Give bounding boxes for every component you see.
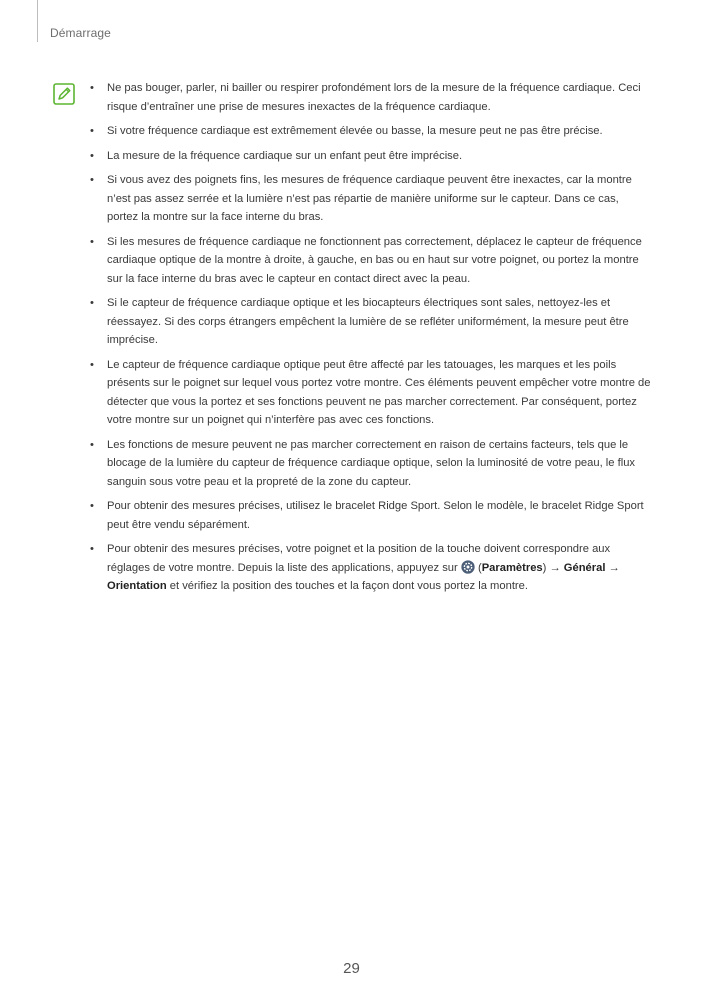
section-title: Démarrage bbox=[50, 26, 111, 40]
list-item: • Les fonctions de mesure peuvent ne pas marcher correctement en raison de certains facteurs, tels que le blocage de la lumière du capteur de fréquence cardiaque optique, selon la luminosité de votre peau, le flux sanguin sous votre peau et la propreté de la zone du capteur. bbox=[87, 436, 652, 492]
note-pen-icon bbox=[53, 83, 75, 105]
list-item: • Le capteur de fréquence cardiaque optique peut être affecté par les tatouages, les marques et les poils présents sur le poignet sur lequel vous portez votre montre. Ces éléments peuvent empêcher votre montre de détecter que vous la portez et ses fonctions peuvent ne pas marcher correctement. Par conséquent, portez votre montre sur un poignet qui n’interfère pas avec ces fonctions. bbox=[87, 356, 652, 430]
list-item: • Pour obtenir des mesures précises, utilisez le bracelet Ridge Sport. Selon le modèle, le bracelet Ridge Sport peut être vendu séparément. bbox=[87, 497, 652, 534]
note-list bbox=[87, 79, 652, 602]
list-item: • Ne pas bouger, parler, ni bailler ou respirer profondément lors de la mesure de la fréquence cardiaque. Ceci risque d’entraîner une prise de mesures inexactes de la fréquence cardiaque. bbox=[87, 79, 652, 116]
list-item: • Si vous avez des poignets fins, les mesures de fréquence cardiaque peuvent être inexactes, car la montre n’est pas assez serrée et la lumière n’est pas répartie de manière uniforme sur le capteur. Dans ce cas, portez la montre sur la face interne du bras. bbox=[87, 171, 652, 227]
header-divider bbox=[37, 0, 38, 42]
page-number: 29 bbox=[343, 960, 360, 977]
settings-label: Paramètres bbox=[481, 561, 543, 574]
paren-open: ( bbox=[474, 561, 482, 574]
settings-gear-icon bbox=[461, 560, 475, 574]
general-label: Général bbox=[563, 561, 606, 574]
arrow-separator: → bbox=[605, 561, 620, 574]
list-item-settings-instruction bbox=[87, 540, 652, 596]
list-item: • Si le capteur de fréquence cardiaque optique et les biocapteurs électriques sont sales, nettoyez-les et réessayez. Si des corps étrangers empêchent la lumière de se refléter uniformément, la mesure peut être imprécise. bbox=[87, 294, 652, 350]
list-item: • Si les mesures de fréquence cardiaque ne fonctionnent pas correctement, déplacez le capteur de fréquence cardiaque optique de la montre à droite, à gauche, en bas ou en haut sur votre poignet, ou portez la montre sur la face interne du bras avec le capteur en contact direct avec la peau. bbox=[87, 233, 652, 289]
instruction-text: Pour obtenir des mesures précises, votre poignet et la position de la touche doivent correspondre aux réglages de votre montre. Depuis la liste des applications, appuyez sur bbox=[107, 543, 611, 574]
paren-close-arrow: ) → bbox=[542, 561, 564, 574]
list-item: • La mesure de la fréquence cardiaque sur un enfant peut être imprécise. bbox=[87, 147, 652, 166]
instruction-text-end: et vérifiez la position des touches et la façon dont vous portez la montre. bbox=[166, 580, 528, 592]
orientation-label: Orientation bbox=[107, 580, 167, 592]
list-item: • Si votre fréquence cardiaque est extrêmement élevée ou basse, la mesure peut ne pas être précise. bbox=[87, 122, 652, 141]
